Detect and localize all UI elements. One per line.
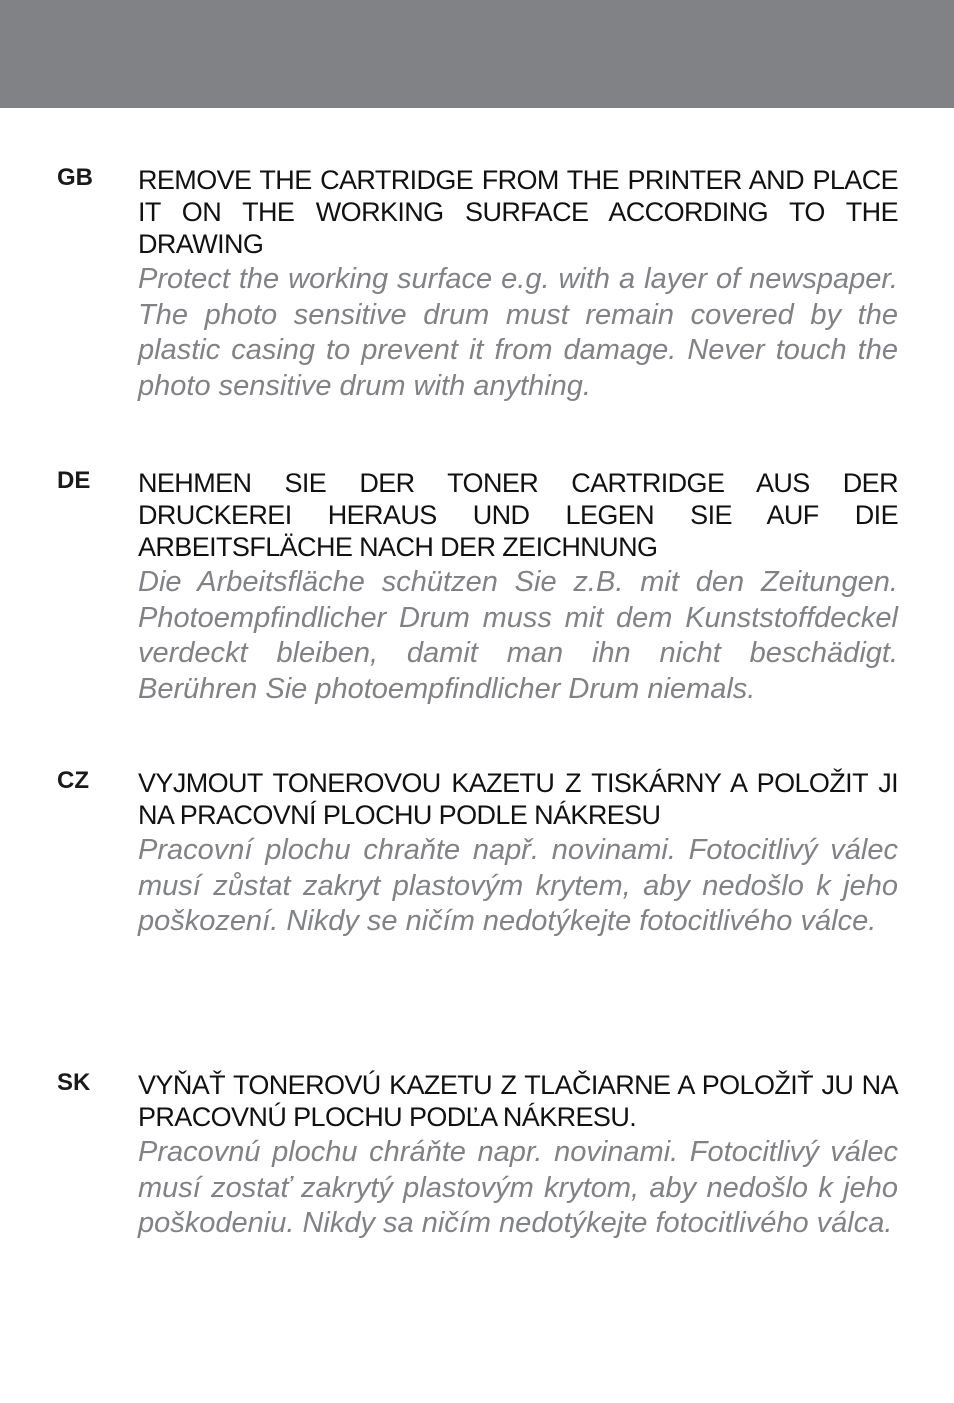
instruction-body: Pracovní plochu chraňte např. novinami. Fotocitlivý válec musí zůstat zakryt plastovým krytem, aby nedošlo k jeho poškození. Nikdy se ničím nedotýkejte fotocitlivého válce. — [138, 834, 898, 937]
language-code: DE — [57, 467, 91, 494]
instruction-heading: NEHMEN SIE DER TONER CARTRIDGE AUS DER DRUCKEREI HERAUS UND LEGEN SIE AUF DIE ARBEITSFLÄCHE NACH DER ZEICHNUNG — [138, 468, 898, 562]
language-code: CZ — [57, 767, 89, 794]
instruction-body: Die Arbeitsfläche schützen Sie z.B. mit den Zeitungen. Photoempfindlicher Drum muss mit dem Kunststoffdeckel verdeckt bleiben, damit man ihn nicht beschädigt. Berühren Sie photoempfindlicher Drum niemals. — [138, 566, 898, 705]
section-content — [138, 467, 898, 707]
section-content — [138, 164, 898, 404]
section-content — [138, 1069, 898, 1242]
instruction-heading: VYŇAŤ TONEROVÚ KAZETU Z TLAČIARNE A POLOŽIŤ JU NA PRACOVNÚ PLOCHU PODĽA NÁKRESU. — [138, 1070, 898, 1132]
instruction-heading: VYJMOUT TONEROVOU KAZETU Z TISKÁRNY A POLOŽIT JI NA PRACOVNÍ PLOCHU PODLE NÁKRESU — [138, 768, 898, 830]
instruction-heading: REMOVE THE CARTRIDGE FROM THE PRINTER AND PLACE IT ON THE WORKING SURFACE ACCORDING TO THE DRAWING — [138, 165, 898, 259]
section-content — [138, 767, 898, 940]
instruction-body: Protect the working surface e.g. with a layer of newspaper. The photo sensitive drum must remain covered by the plastic casing to prevent it from damage. Never touch the photo sensitive drum with anything. — [138, 263, 898, 402]
instruction-body: Pracovnú plochu chráňte napr. novinami. Fotocitlivý válec musí zostať zakrytý plastovým krytom, aby nedošlo k jeho poškodeniu. Nikdy sa ničím nedotýkejte fotocitlivého válca. — [138, 1136, 898, 1239]
header-bar — [0, 0, 954, 108]
language-code: GB — [57, 164, 93, 191]
language-code: SK — [57, 1069, 91, 1096]
